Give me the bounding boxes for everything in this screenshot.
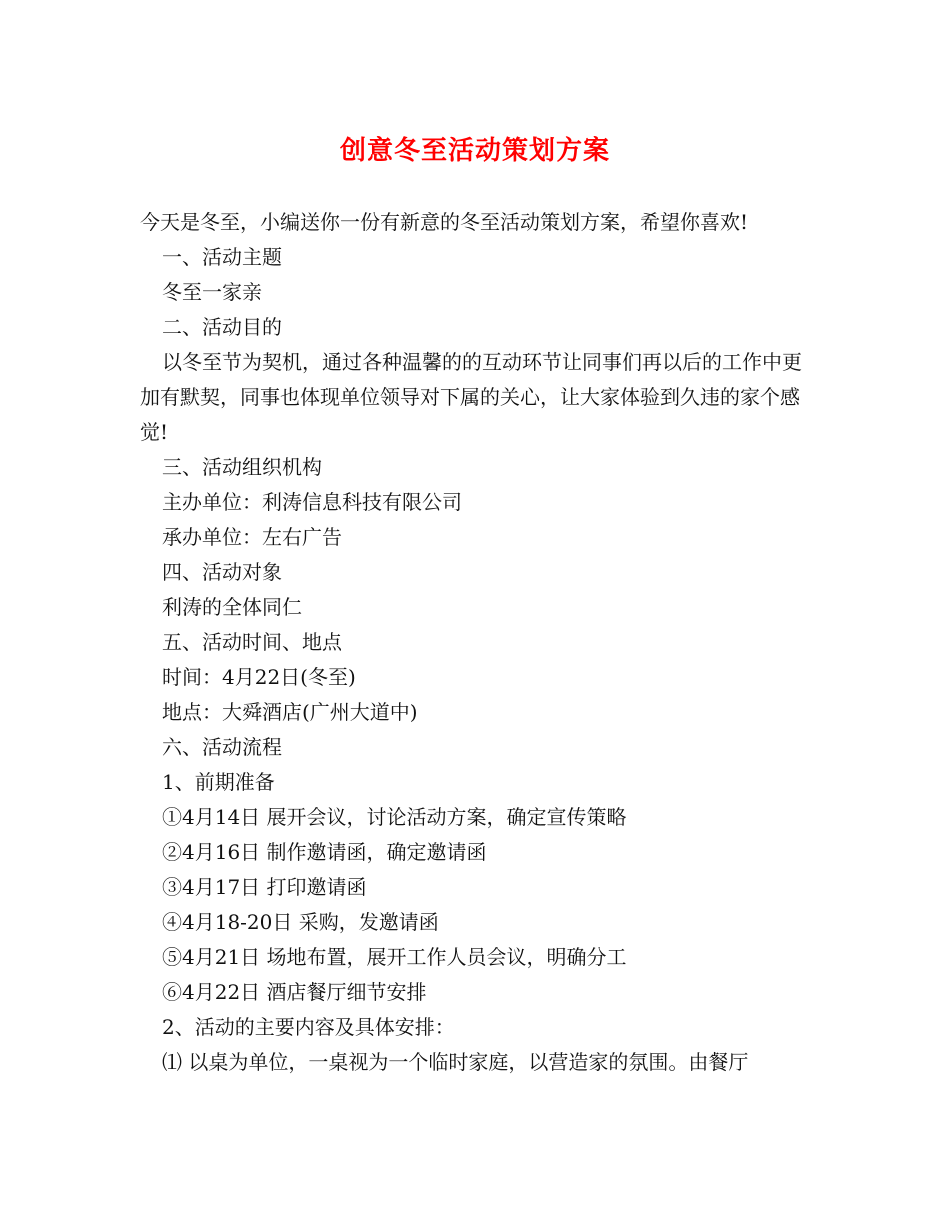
- prep-item-1: ①4月14日 展开会议，讨论活动方案，确定宣传策略: [162, 805, 627, 829]
- intro-paragraph: 今天是冬至，小编送你一份有新意的冬至活动策划方案，希望你喜欢!: [140, 210, 749, 234]
- audience-text: 利涛的全体同仁: [162, 595, 302, 619]
- prep-item-4: ④4月18-20日 采购，发邀请函: [162, 910, 439, 934]
- subheading-main-content: 2、活动的主要内容及具体安排：: [162, 1015, 455, 1039]
- section-heading-theme: 一、活动主题: [162, 245, 282, 269]
- organizer-line: 主办单位：利涛信息科技有限公司: [162, 490, 462, 514]
- document-body: [140, 205, 820, 1080]
- prep-item-3: ③4月17日 打印邀请函: [162, 875, 367, 899]
- section-heading-process: 六、活动流程: [162, 735, 282, 759]
- section-heading-purpose: 二、活动目的: [162, 315, 282, 339]
- purpose-paragraph: 以冬至节为契机，通过各种温馨的的互动环节让同事们再以后的工作中更加有默契，同事也体现单位领导对下属的关心，让大家体验到久违的家个感觉!: [140, 350, 802, 444]
- prep-item-6: ⑥4月22日 酒店餐厅细节安排: [162, 980, 427, 1004]
- prep-item-5: ⑤4月21日 场地布置，展开工作人员会议，明确分工: [162, 945, 627, 969]
- theme-text: 冬至一家亲: [162, 280, 262, 304]
- subheading-preparation: 1、前期准备: [162, 770, 275, 794]
- section-heading-audience: 四、活动对象: [162, 560, 282, 584]
- section-heading-time-place: 五、活动时间、地点: [162, 630, 342, 654]
- place-line: 地点：大舜酒店(广州大道中): [162, 700, 418, 724]
- prep-item-2: ②4月16日 制作邀请函，确定邀请函: [162, 840, 487, 864]
- document-title: 创意冬至活动策划方案: [339, 136, 610, 166]
- time-line: 时间：4月22日(冬至): [162, 665, 356, 689]
- main-content-item-1: ⑴ 以桌为单位，一桌视为一个临时家庭，以营造家的氛围。由餐厅: [162, 1050, 749, 1074]
- co-organizer-line: 承办单位：左右广告: [162, 525, 342, 549]
- section-heading-organization: 三、活动组织机构: [162, 455, 322, 479]
